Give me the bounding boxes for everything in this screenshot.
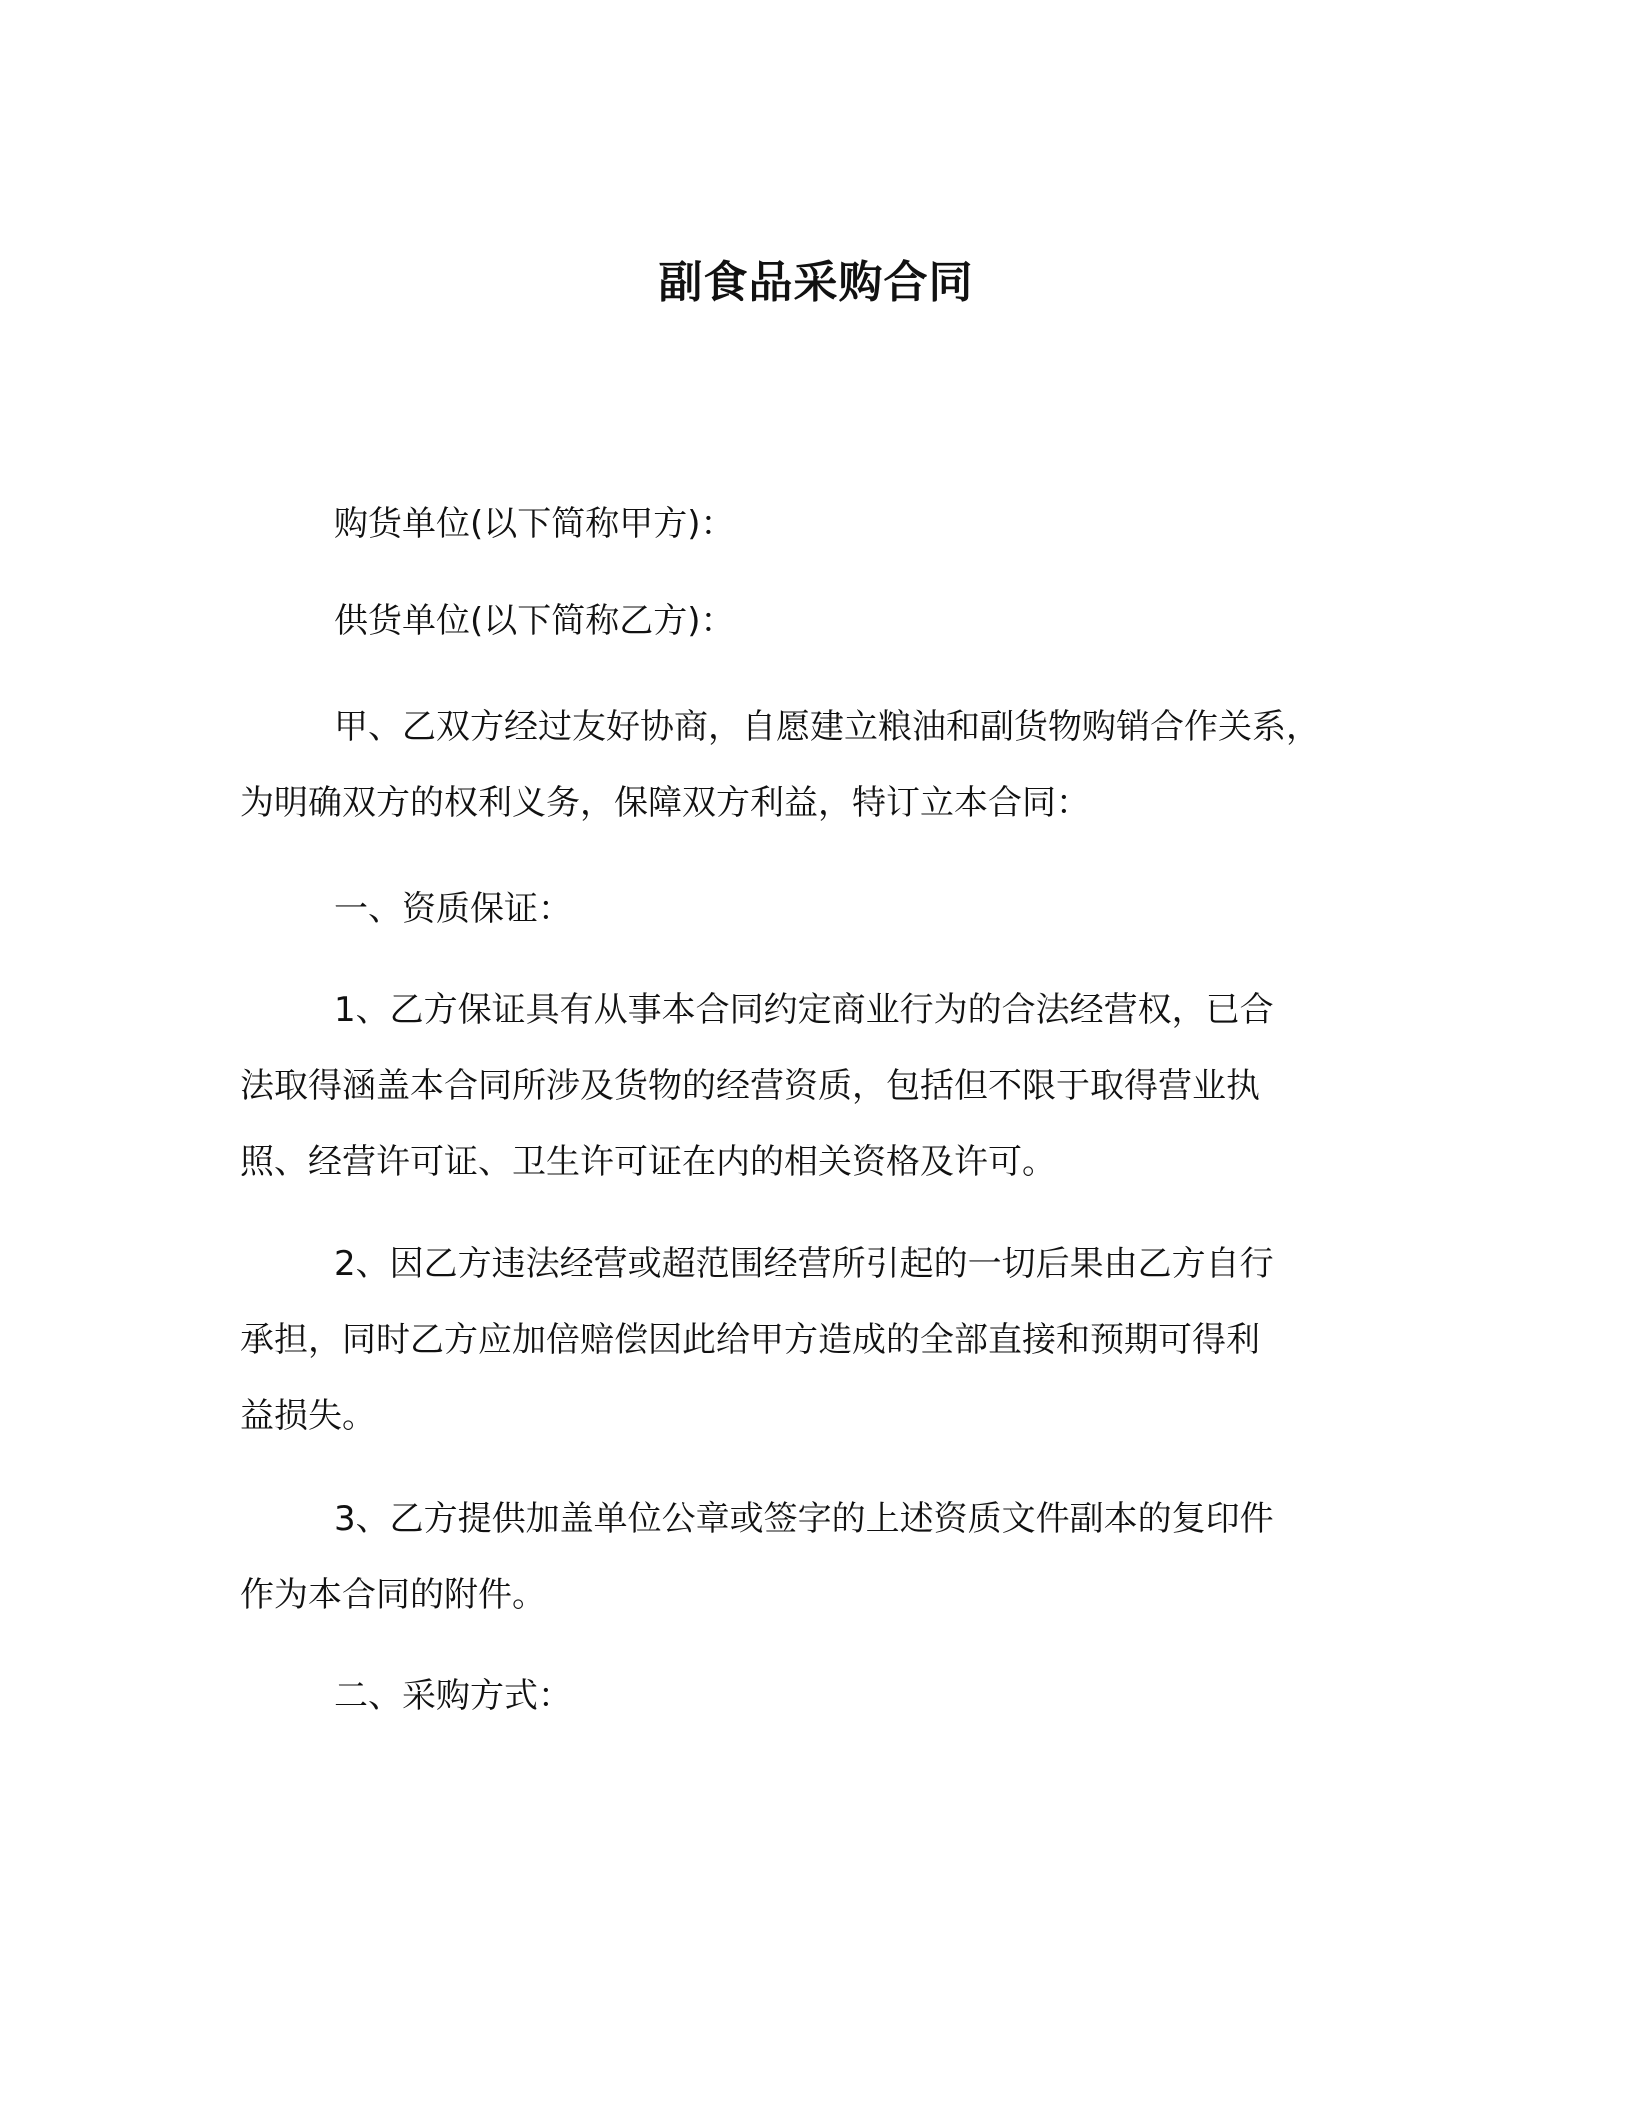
paragraph-line: 照、经营许可证、卫生许可证在内的相关资格及许可。 — [240, 1142, 1056, 1182]
paragraph-buyer — [240, 486, 1405, 562]
clause-1 — [240, 972, 1405, 1200]
paragraph-line: 为明确双方的权利义务，保障双方利益，特订立本合同： — [240, 783, 1090, 823]
paragraph-line: 供货单位(以下简称乙方)： — [334, 601, 735, 641]
paragraph-line: 3、乙方提供加盖单位公章或签字的上述资质文件副本的复印件 — [334, 1499, 1274, 1539]
clause-3 — [240, 1481, 1405, 1633]
paragraph-line: 法取得涵盖本合同所涉及货物的经营资质，包括但不限于取得营业执 — [240, 1066, 1260, 1106]
paragraph-line: 2、因乙方违法经营或超范围经营所引起的一切后果由乙方自行 — [334, 1244, 1274, 1284]
paragraph-line: 承担，同时乙方应加倍赔偿因此给甲方造成的全部直接和预期可得利 — [240, 1320, 1260, 1360]
paragraph-line: 甲、乙双方经过友好协商，自愿建立粮油和副货物购销合作关系， — [334, 707, 1320, 747]
paragraph-line: 1、乙方保证具有从事本合同约定商业行为的合法经营权，已合 — [334, 990, 1274, 1030]
paragraph-line: 作为本合同的附件。 — [240, 1575, 546, 1615]
paragraph-line: 购货单位(以下简称甲方)： — [334, 504, 735, 544]
document-title: 副食品采购合同 — [658, 257, 974, 309]
paragraph-supplier — [240, 583, 1405, 659]
section-heading-procurement — [240, 1658, 1405, 1734]
clause-2 — [240, 1226, 1405, 1454]
paragraph-line: 二、采购方式： — [334, 1676, 572, 1716]
section-heading-qualification — [240, 871, 1405, 947]
paragraph-preamble — [240, 689, 1405, 841]
paragraph-line: 一、资质保证： — [334, 889, 572, 929]
paragraph-line: 益损失。 — [240, 1396, 376, 1436]
